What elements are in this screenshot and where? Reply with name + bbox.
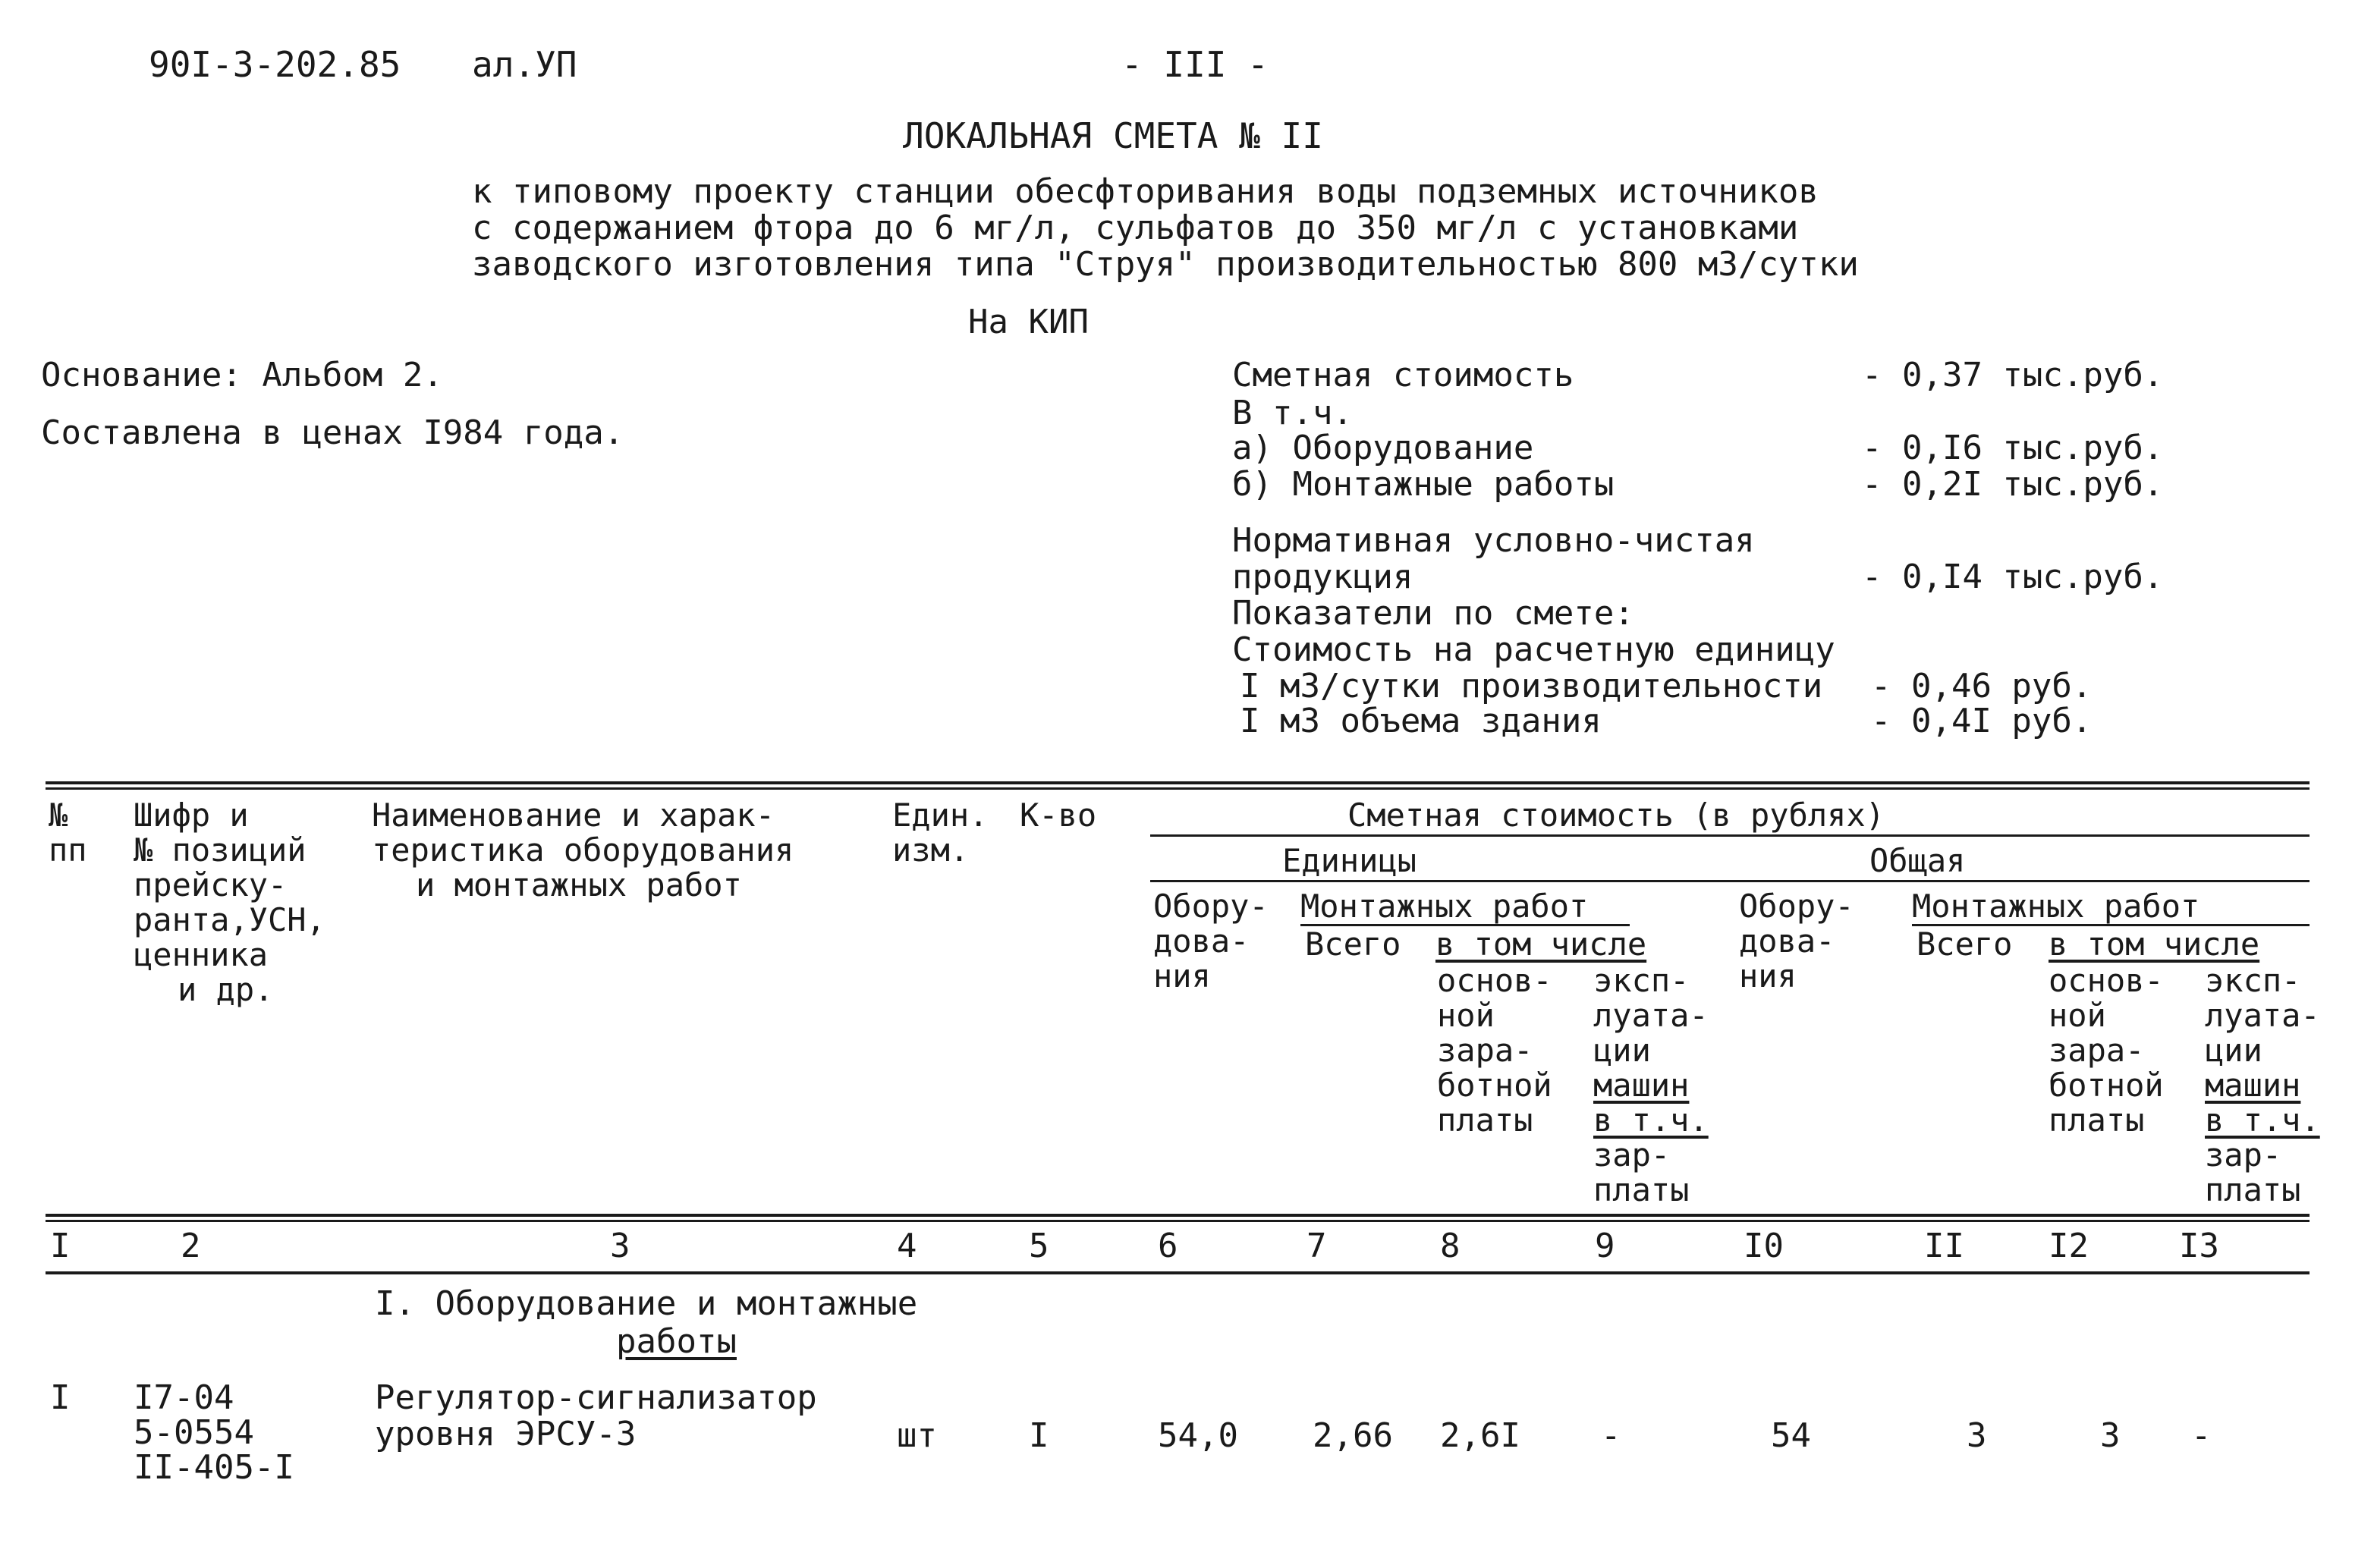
row-unit-wage: 2,6I xyxy=(1440,1416,1520,1455)
title-line-1: к типовому проекту станции обесфторивания воды подземных источников xyxy=(472,172,1819,211)
total-total-head: Всего xyxy=(1916,925,2013,963)
per-capacity-value: - 0,46 руб. xyxy=(1871,667,2093,705)
row-quantity: I xyxy=(1029,1416,1049,1455)
column-number: 2 xyxy=(181,1227,201,1265)
column-number: I3 xyxy=(2179,1227,2219,1265)
per-volume-value: - 0,4I руб. xyxy=(1871,702,2093,740)
col-head-code-3: прейску- xyxy=(134,866,288,903)
unit-installation-head: Монтажных работ xyxy=(1300,888,1589,925)
total-machines-head: эксп- xyxy=(2205,962,2301,999)
estimate-title: ЛОКАЛЬНАЯ СМЕТА № II xyxy=(903,115,1323,156)
title-line-3: заводского изготовления типа "Струя" производительностью 800 м3/сутки xyxy=(472,245,1859,284)
column-number: 8 xyxy=(1440,1227,1461,1265)
unit-wage-head: основ- xyxy=(1437,962,1552,999)
total-equipment-head-3: ния xyxy=(1739,957,1797,995)
total-machines-head-7: платы xyxy=(2205,1171,2301,1208)
col-head-code-6: и др. xyxy=(178,971,274,1008)
unit-including-head: в том числе xyxy=(1435,925,1647,963)
row-code-3: II-405-I xyxy=(134,1448,294,1487)
unit-machines-head-5: в т.ч. xyxy=(1593,1101,1709,1139)
col-head-name-2: теристика оборудования xyxy=(372,831,794,869)
row-number: I xyxy=(50,1378,71,1417)
cost-header-title: Сметная стоимость (в рублях) xyxy=(1347,797,1885,834)
row-total-machines: - xyxy=(2191,1416,2212,1455)
unit-machines-head-3: ции xyxy=(1593,1032,1651,1069)
total-machines-head-2: луата- xyxy=(2205,997,2320,1034)
total-wage-head-5: платы xyxy=(2049,1101,2145,1139)
unit-equipment-head: Обору- xyxy=(1153,888,1269,925)
total-wage-head-2: ной xyxy=(2049,997,2106,1034)
column-number: II xyxy=(1924,1227,1964,1265)
section-heading-2: работы xyxy=(616,1322,737,1361)
total-equipment-head: Обору- xyxy=(1739,888,1854,925)
col-head-unit-2: изм. xyxy=(892,831,970,869)
col-head-code-4: ранта,УСН, xyxy=(134,901,325,938)
column-numbers-rule xyxy=(46,1271,2310,1274)
normative-product-label: Нормативная условно-чистая xyxy=(1232,521,1755,560)
row-name: Регулятор-сигнализатор xyxy=(375,1378,817,1417)
row-total-installation: 3 xyxy=(1967,1416,1987,1455)
col-head-unit: Един. xyxy=(892,797,989,834)
column-number: I2 xyxy=(2049,1227,2089,1265)
unit-machines-head-4: машин xyxy=(1593,1067,1690,1104)
column-number: I xyxy=(50,1227,71,1265)
col-head-quantity: К-во xyxy=(1020,797,1097,834)
col-head-code-5: ценника xyxy=(134,936,269,973)
estimated-cost-label: Сметная стоимость xyxy=(1232,356,1574,394)
unit-equipment-head-3: ния xyxy=(1153,957,1211,995)
unit-machines-head-6: зар- xyxy=(1593,1136,1671,1174)
per-volume-label: I м3 объема здания xyxy=(1240,702,1602,740)
column-number: 5 xyxy=(1029,1227,1049,1265)
equipment-cost-label: а) Оборудование xyxy=(1232,429,1534,467)
total-machines-head-3: ции xyxy=(2205,1032,2262,1069)
column-number: 3 xyxy=(610,1227,630,1265)
header-bottom-rule xyxy=(46,1214,2310,1217)
page-number: - III - xyxy=(1121,44,1269,85)
installation-cost-value: - 0,2I тыс.руб. xyxy=(1862,465,2164,504)
total-wage-head-4: ботной xyxy=(2049,1067,2164,1104)
header-bottom-rule-2 xyxy=(46,1220,2310,1222)
column-number: 4 xyxy=(897,1227,917,1265)
col-head-code-2: № позиций xyxy=(134,831,307,869)
col-head-number-2: пп xyxy=(49,831,87,869)
col-head-name-3: и монтажных работ xyxy=(416,866,742,903)
column-number: 7 xyxy=(1306,1227,1327,1265)
equipment-cost-value: - 0,I6 тыс.руб. xyxy=(1862,429,2164,467)
per-capacity-label: I м3/сутки производительности xyxy=(1240,667,1823,705)
total-machines-head-5: в т.ч. xyxy=(2205,1101,2320,1139)
row-total-equipment: 54 xyxy=(1771,1416,1811,1455)
total-machines-head-6: зар- xyxy=(2205,1136,2282,1174)
group-rule xyxy=(1150,880,2310,882)
table-top-rule-2 xyxy=(46,787,2310,790)
unit-cost-group: Единицы xyxy=(1282,842,1417,879)
price-level-line: Составлена в ценах I984 года. xyxy=(41,413,624,452)
basis-line: Основание: Альбом 2. xyxy=(41,356,443,394)
unit-machines-head-7: платы xyxy=(1593,1171,1690,1208)
section-heading: I. Оборудование и монтажные xyxy=(375,1284,918,1323)
column-number: 9 xyxy=(1595,1227,1615,1265)
total-wage-head: основ- xyxy=(2049,962,2164,999)
unit-machines-head-2: луата- xyxy=(1593,997,1709,1034)
cost-header-rule xyxy=(1150,834,2310,837)
total-wage-head-3: зара- xyxy=(2049,1032,2145,1069)
row-unit-equipment: 54,0 xyxy=(1158,1416,1238,1455)
table-top-rule xyxy=(46,781,2310,784)
col-head-name: Наименование и харак- xyxy=(372,797,775,834)
unit-wage-head-4: ботной xyxy=(1437,1067,1552,1104)
installation-cost-label: б) Монтажные работы xyxy=(1232,465,1615,504)
indicators-label: Показатели по смете: xyxy=(1232,594,1634,633)
estimate-subject: На КИП xyxy=(968,303,1089,341)
album-number: ал.УП xyxy=(472,44,577,85)
title-line-2: с содержанием фтора до 6 мг/л, сульфатов до 350 мг/л с установками xyxy=(472,209,1799,247)
row-name-2: уровня ЭРСУ-3 xyxy=(375,1415,637,1453)
document-code: 90I-3-202.85 xyxy=(149,44,401,85)
unit-machines-head: эксп- xyxy=(1593,962,1690,999)
row-total-wage: 3 xyxy=(2100,1416,2121,1455)
normative-product-value: - 0,I4 тыс.руб. xyxy=(1862,558,2164,596)
row-unit-machines: - xyxy=(1601,1416,1621,1455)
total-equipment-head-2: дова- xyxy=(1739,922,1835,960)
total-machines-head-4: машин xyxy=(2205,1067,2301,1104)
column-number: I0 xyxy=(1744,1227,1784,1265)
unit-total-head: Всего xyxy=(1305,925,1401,963)
row-unit: шт xyxy=(897,1416,937,1455)
col-head-number: № xyxy=(49,797,68,834)
including-label: В т.ч. xyxy=(1232,394,1353,432)
unit-wage-head-3: зара- xyxy=(1437,1032,1533,1069)
row-code: I7-04 xyxy=(134,1378,234,1417)
total-including-head: в том числе xyxy=(2049,925,2260,963)
column-number: 6 xyxy=(1158,1227,1178,1265)
normative-product-label-2: продукция xyxy=(1232,558,1413,596)
unit-wage-head-2: ной xyxy=(1437,997,1495,1034)
estimated-cost-value: - 0,37 тыс.руб. xyxy=(1862,356,2164,394)
row-code-2: 5-0554 xyxy=(134,1413,254,1452)
unit-wage-head-5: платы xyxy=(1437,1101,1533,1139)
unit-equipment-head-2: дова- xyxy=(1153,922,1250,960)
total-cost-group: Общая xyxy=(1869,842,1966,879)
row-unit-installation: 2,66 xyxy=(1313,1416,1393,1455)
unit-cost-label: Стоимость на расчетную единицу xyxy=(1232,630,1835,669)
col-head-code: Шифр и xyxy=(134,797,249,834)
total-installation-head: Монтажных работ xyxy=(1912,888,2200,925)
